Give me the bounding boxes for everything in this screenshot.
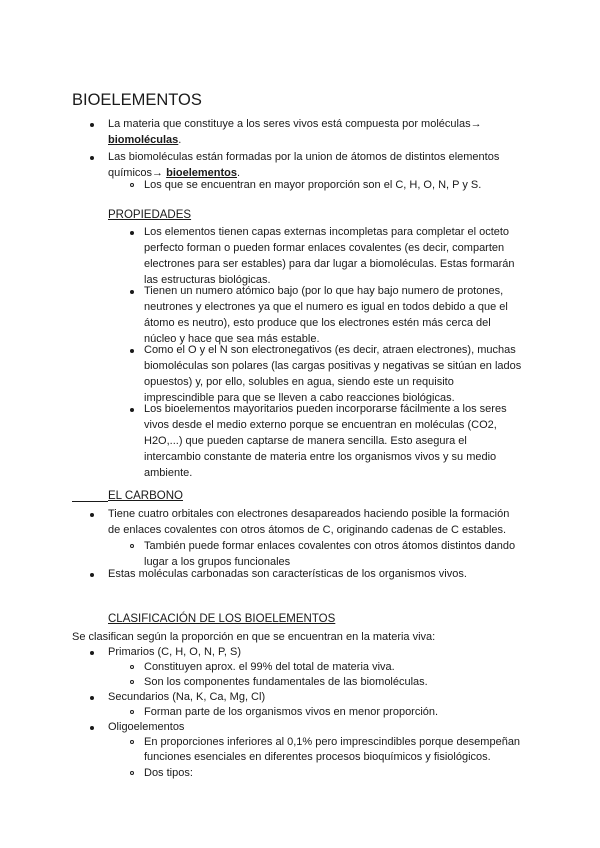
- bullet-dot-icon: [90, 651, 94, 655]
- bullet-ring-icon: [130, 771, 134, 775]
- biomoleculas-term: biomoléculas: [108, 134, 179, 146]
- bullet-dot-icon: [130, 290, 134, 294]
- intro-item-2-sub: Los que se encuentran en mayor proporción son el C, H, O, N, P y S.: [144, 179, 482, 191]
- bullet-dot-icon: [130, 231, 134, 235]
- oligo-sub-2: Dos tipos:: [144, 767, 193, 779]
- bullet-ring-icon: [130, 680, 134, 684]
- clasificacion-heading: CLASIFICACIÓN DE LOS BIOELEMENTOS: [108, 613, 336, 625]
- oligo-sub-1-l2: funciones esenciales en diferentes procesos bioquímicos y fisiológicos.: [144, 751, 491, 763]
- carbono-sub-l2: lugar a los grupos funcionales: [144, 556, 291, 568]
- propiedad-1-l2: perfecto forman o pueden formar enlaces covalentes (es decir, comparten: [144, 242, 505, 254]
- bullet-dot-icon: [90, 513, 94, 517]
- carbono-sub-l1: También puede formar enlaces covalentes con otros átomos distintos dando: [144, 540, 516, 552]
- carbono-heading: EL CARBONO: [108, 490, 183, 502]
- bullet-ring-icon: [130, 544, 134, 548]
- bullet-ring-icon: [130, 183, 134, 187]
- intro-item-2-text-2: químicos→: [108, 167, 164, 179]
- page-title: BIOELEMENTOS: [72, 91, 202, 109]
- propiedad-4-l4: intercambio constante de materia entre los organismos vivos y su medio: [144, 451, 497, 463]
- bullet-dot-icon: [90, 156, 94, 160]
- propiedad-2-l4: núcleo y hace que sea más estable.: [144, 333, 320, 345]
- propiedad-3-l1: Como el O y el N son electronegativos (es decir, atraen electrones), muchas: [144, 344, 516, 356]
- propiedad-1-l4: las estructuras biológicas.: [144, 274, 271, 286]
- intro-item-1-text: La materia que constituye a los seres vivos está compuesta por moléculas→: [108, 118, 482, 130]
- bullet-dot-icon: [90, 726, 94, 730]
- bullet-dot-icon: [90, 123, 94, 127]
- intro-item-1: [108, 116, 482, 132]
- primarios-item: Primarios (C, H, O, N, P, S): [108, 646, 242, 658]
- heading-underline-lead: [72, 501, 108, 502]
- intro-item-2-text-1: Las biomoléculas están formadas por la union de átomos de distintos elementos: [108, 151, 500, 163]
- secundarios-item: Secundarios (Na, K, Ca, Mg, Cl): [108, 691, 266, 703]
- bullet-ring-icon: [130, 710, 134, 714]
- propiedad-3-l4: imprescindible para que se lleven a cabo reacciones biológicas.: [144, 392, 455, 404]
- bullet-dot-icon: [90, 573, 94, 577]
- primarios-sub-2: Son los componentes fundamentales de las biomoléculas.: [144, 676, 428, 688]
- propiedad-2-l1: Tienen un numero atómico bajo (por lo que hay bajo numero de protones,: [144, 285, 504, 297]
- propiedad-2-l2: neutrones y electrones ya que el numero es igual en todos debido a que el: [144, 301, 508, 313]
- propiedad-4-l1: Los bioelementos mayoritarios pueden incorporarse fácilmente a los seres: [144, 403, 507, 415]
- clasificacion-intro: Se clasifican según la proporción en que se encuentran en la materia viva:: [72, 631, 436, 643]
- propiedad-1-l1: Los elementos tienen capas externas incompletas para completar el octeto: [144, 226, 510, 238]
- secundarios-sub-1: Forman parte de los organismos vivos en menor proporción.: [144, 706, 439, 718]
- oligoelementos-item: Oligoelementos: [108, 721, 185, 733]
- propiedades-heading: PROPIEDADES: [108, 209, 192, 221]
- carbono-item-1-l1: Tiene cuatro orbitales con electrones desapareados haciendo posible la formación: [108, 508, 510, 520]
- propiedad-4-l2: vivos desde el medio externo porque se encuentran en moléculas (CO2,: [144, 419, 497, 431]
- propiedad-4-l3: H2O,...) que pueden captarse de manera sencilla. Esto asegura el: [144, 435, 467, 447]
- intro-item-1-end: .: [178, 134, 182, 146]
- bullet-dot-icon: [130, 349, 134, 353]
- propiedad-1-l3: electrones para ser estables) para dar lugar a biomoléculas. Estas formarán: [144, 258, 515, 270]
- oligo-sub-1-l1: En proporciones inferiores al 0,1% pero imprescindibles porque desempeñan: [144, 736, 521, 748]
- propiedad-2-l3: átomo es neutro), esto produce que los electrones estén más cerca del: [144, 317, 491, 329]
- intro-item-2-end: .: [237, 167, 241, 179]
- intro-item-2: [108, 149, 499, 165]
- primarios-sub-1: Constituyen aprox. el 99% del total de materia viva.: [144, 661, 395, 673]
- propiedad-3-l2: biomoléculas son polares (las cargas positivas y negativas se sitúan en lados: [144, 360, 522, 372]
- bioelementos-term: bioelementos: [166, 167, 237, 179]
- bullet-dot-icon: [90, 696, 94, 700]
- bullet-dot-icon: [130, 408, 134, 412]
- carbono-item-1-l2: de enlaces covalentes con otros átomos de C, originando cadenas de C estables.: [108, 524, 507, 536]
- propiedad-4-l5: ambiente.: [144, 467, 193, 479]
- carbono-item-2: Estas moléculas carbonadas son características de los organismos vivos.: [108, 568, 467, 580]
- propiedad-3-l3: opuestos) y, por ello, solubles en agua, siendo este un requisito: [144, 376, 454, 388]
- bullet-ring-icon: [130, 740, 134, 744]
- bullet-ring-icon: [130, 665, 134, 669]
- intro-item-1-cont: [108, 132, 181, 148]
